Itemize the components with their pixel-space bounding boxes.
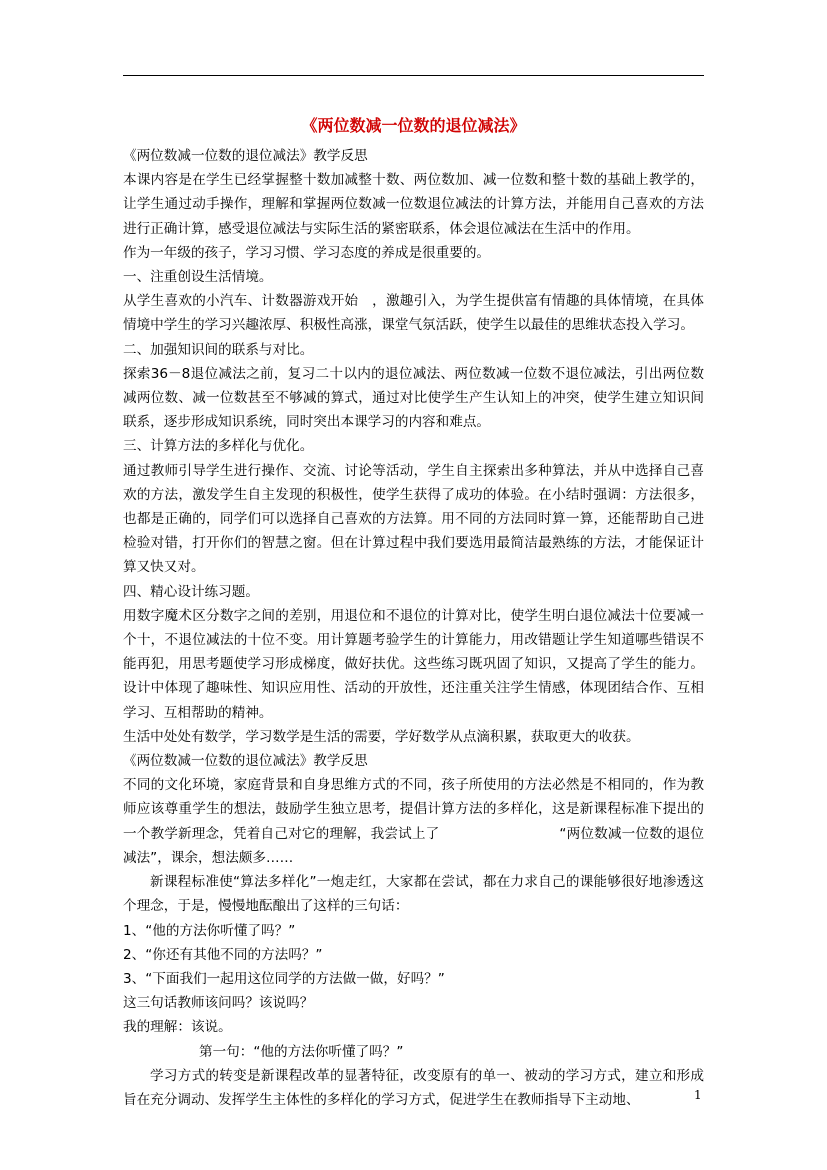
paragraph-2: 本课内容是在学生已经掌握整十数加减整十数、两位数加、减一位数和整十数的基础上教学的，让学生通过动手操作，理解和掌握两位数减一位数退位减法的计算方法，并能用自己喜欢的方法进行正确计算，感受退位减法与实际生活的紧密联系，体会退位减法在生活中的作用。 — [123, 172, 704, 237]
document-body — [123, 144, 704, 1112]
section-heading-4: 四、精心设计练习题。 — [123, 583, 259, 600]
paragraph-1: 《两位数减一位数的退位减法》教学反思 — [123, 148, 368, 164]
document-title: 《两位数减一位数的退位减法》 — [301, 116, 526, 135]
paragraph-14-tail: “两位数减一位数的退位减法”，课余，想法颇多…… — [123, 825, 704, 866]
section-heading-2: 二、加强知识间的联系与对比。 — [123, 341, 314, 358]
paragraph-20: 我的理解：该说。 — [123, 1019, 232, 1036]
page-number: 1 — [694, 1088, 702, 1102]
paragraph-19: 这三句话教师该问吗？该说吗？ — [123, 995, 314, 1012]
question-1: 1、“他的方法你听懂了吗？” — [123, 922, 296, 939]
paragraph-12: 生活中处处有数学，学习数学是生活的需要，学好数学从点滴积累，获取更大的收获。 — [123, 728, 640, 745]
paragraph-9: 通过教师引导学生进行操作、交流、讨论等活动，学生自主探索出多种算法，并从中选择自己喜欢的方法，激发学生自主发现的积极性，使学生获得了成功的体验。在小结时强调：方法很多，也都是正确的，同学们可以选择自己喜欢的方法算。用不同的方法同时算一算，还能帮助自己进检验对错，打开你们的智慧之窗。但在计算过程中我们要选用最简洁最熟练的方法，才能保证计算又快又对。 — [123, 462, 704, 576]
paragraph-7: 探索36－8退位减法之前，复习二十以内的退位减法、两位数减一位数不退位减法，引出两位数减两位数、减一位数甚至不够减的算式，通过对比使学生产生认知上的冲突，使学生建立知识间联系，逐步形成知识系统，同时突出本课学习的内容和难点。 — [123, 365, 704, 431]
paragraph-14 — [123, 773, 704, 870]
header-rule — [123, 75, 704, 76]
paragraph-13: 《两位数减一位数的退位减法》教学反思 — [123, 753, 368, 770]
paragraph-3: 作为一年级的孩子，学习习惯、学习态度的养成是很重要的。 — [123, 244, 491, 261]
question-2: 2、“你还有其他不同的方法吗？” — [123, 946, 323, 963]
question-3: 3、“下面我们一起用这位同学的方法做一做，好吗？” — [123, 970, 445, 987]
section-heading-3: 三、计算方法的多样化与优化。 — [123, 438, 314, 455]
paragraph-21: 第一句：“他的方法你听懂了吗？” — [199, 1043, 404, 1060]
paragraph-15: 新课程标准使“算法多样化”一炮走红，大家都在尝试，都在力求自己的课能够很好地渗透这个理念，于是，慢慢地酝酿出了这样的三句话： — [123, 874, 704, 915]
section-heading-1: 一、注重创设生活情境。 — [123, 269, 273, 286]
paragraph-22: 学习方式的转变是新课程改革的显著特征，改变原有的单一、被动的学习方式，建立和形成旨在充分调动、发挥学生主体性的多样化的学习方式，促进学生在教师指导下主动地、 — [123, 1067, 704, 1108]
paragraph-14-text: 不同的文化环境，家庭背景和自身思维方式的不同，孩子所使用的方法必然是不相同的，作为教师应该尊重学生的想法，鼓励学生独立思考，提倡计算方法的多样化，这是新课程标准下提出的一个教学新理念，凭着自己对它的理解，我尝试上了 — [123, 777, 704, 842]
paragraph-11: 用数字魔术区分数字之间的差别，用退位和不退位的计算对比，使学生明白退位减法十位要减一个十，不退位减法的十位不变。用计算题考验学生的计算能力，用改错题让学生知道哪些错误不能再犯，用思考题使学习形成梯度，做好扶优。这些练习既巩固了知识，又提高了学生的能力。设计中体现了趣味性、知识应用性、活动的开放性，还注重关注学生情感，体现团结合作、互相学习、互相帮助的精神。 — [123, 607, 704, 721]
paragraph-5: 从学生喜欢的小汽车、计数器游戏开始 ，激趣引入，为学生提供富有情趣的具体情境，在具体情境中学生的学习兴趣浓厚、积极性高涨，课堂气氛活跃，使学生以最佳的思维状态投入学习。 — [123, 293, 704, 334]
